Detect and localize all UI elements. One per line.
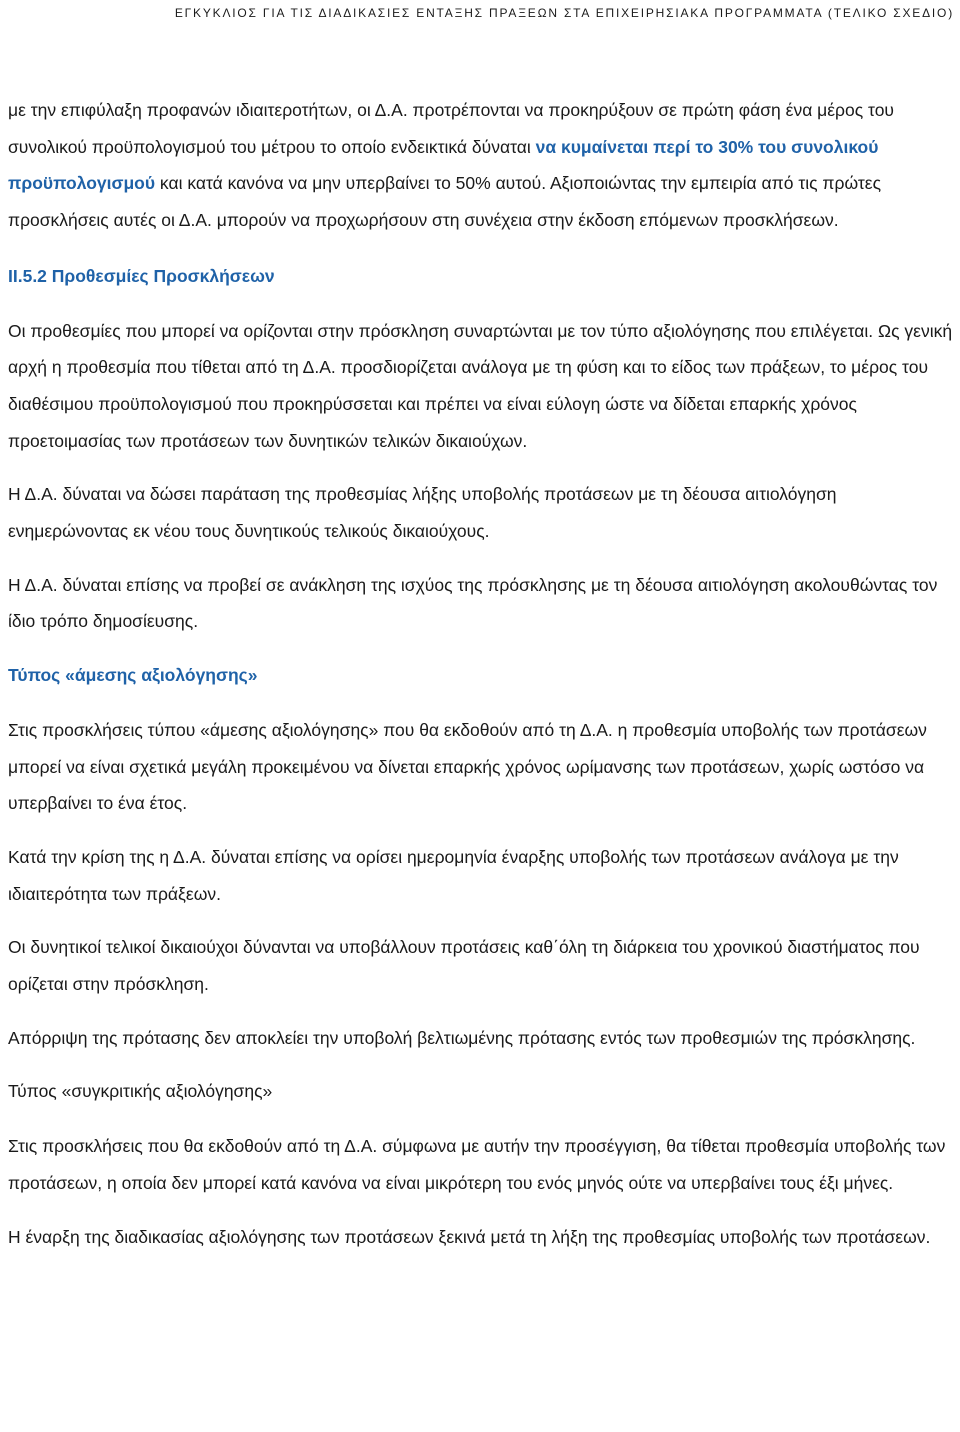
subheading-comparative-evaluation: Τύπος «συγκριτικής αξιολόγησης» [8,1081,273,1102]
document-body [8,92,954,1255]
paragraph-start-date: Κατά την κρίση της η Δ.Α. δύναται επίσης να ορίσει ημερομηνία έναρξης υποβολής των προτάσεων ανάλογα με την ιδιαιτερότητα των πράξεων. [8,846,899,904]
paragraph-text: με την επιφύλαξη προφανών ιδιαιτεροτήτων, οι Δ.Α. προτρέπονται να προκηρύξουν σε πρώτη φάση ένα μέρος του συνολικού προϋπολογισμού του μέτρου το οποίο ενδεικτικά δύναται [8,100,895,157]
paragraph-comparative-evaluation: Στις προσκλήσεις που θα εκδοθούν από τη Δ.Α. σύμφωνα με αυτήν την προσέγγιση, θα τίθεται προθεσμία υποβολής των προτάσεων, η οποία δεν μπορεί κατά κανόνα να είναι μικρότερη του ενός μηνός ούτε να υπερβαίνει τους έξι μήνες. [8,1136,946,1193]
section-heading: ΙΙ.5.2 Προθεσμίες Προσκλήσεων [8,265,275,286]
paragraph-budget [8,92,954,239]
highlighted-text: να κυμαίνεται περί το 30% του συνολικού προϋπολογισμού [8,136,879,194]
paragraph-evaluation-start: Η έναρξη της διαδικασίας αξιολόγησης των προτάσεων ξεκινά μετά τη λήξη της προθεσμίας υποβολής των προτάσεων. [8,1226,931,1247]
paragraph-revocation: Η Δ.Α. δύναται επίσης να προβεί σε ανάκληση της ισχύος της πρόσκλησης με τη δέουσα αιτιολόγηση ακολουθώντας τον ίδιο τρόπο δημοσίευσης. [8,574,938,632]
paragraph-rejection: Απόρριψη της πρότασης δεν αποκλείει την υποβολή βελτιωμένης πρότασης εντός των προθεσμιών της πρόσκλησης. [8,1027,916,1048]
paragraph-direct-evaluation: Στις προσκλήσεις τύπου «άμεσης αξιολόγησης» που θα εκδοθούν από τη Δ.Α. η προθεσμία υποβολής των προτάσεων μπορεί να είναι σχετικά μεγάλη προκειμένου να δίνεται επαρκής χρόνος ωρίμανσης των προτάσεων, χωρίς ωστόσο να υπερβαίνει το ένα έτος. [8,719,927,814]
subheading-direct-evaluation: Τύπος «άμεσης αξιολόγησης» [8,665,258,686]
paragraph-deadlines: Οι προθεσμίες που μπορεί να ορίζονται στην πρόσκληση συναρτώνται με τον τύπο αξιολόγησης που επιλέγεται. Ως γενική αρχή η προθεσμία που τίθεται από τη Δ.Α. προσδιορίζεται ανάλογα με τη φύση και το είδος των πράξεων, το μέρος του διαθέσιμου προϋπολογισμού που προκηρύσσεται και πρέπει να είναι εύλογη ώστε να δίδεται επαρκής χρόνος προετοιμασίας των προτάσεων των δυνητικών τελικών δικαιούχων. [8,320,953,451]
paragraph-submission-period: Οι δυνητικοί τελικοί δικαιούχοι δύνανται να υποβάλλουν προτάσεις καθ΄όλη τη διάρκεια του χρονικού διαστήματος που ορίζεται στην πρόσκληση. [8,937,920,995]
running-header: ΕΓΚΥΚΛΙΟΣ ΓΙΑ ΤΙΣ ΔΙΑΔΙΚΑΣΙΕΣ ΕΝΤΑΞΗΣ ΠΡΑΞΕΩΝ ΣΤΑ ΕΠΙΧΕΙΡΗΣΙΑΚΑ ΠΡΟΓΡΑΜΜΑΤΑ (ΤΕΛΙΚΟ ΣΧΕΔΙΟ) [174,6,954,20]
paragraph-extension: Η Δ.Α. δύναται να δώσει παράταση της προθεσμίας λήξης υποβολής προτάσεων με τη δέουσα αιτιολόγηση ενημερώνοντας εκ νέου τους δυνητικούς τελικούς δικαιούχους. [8,484,837,542]
paragraph-text: και κατά κανόνα να μην υπερβαίνει το 50% αυτού. Αξιοποιώντας την εμπειρία από τις πρώτες προσκλήσεις αυτές οι Δ.Α. μπορούν να προχωρήσουν στη συνέχεια στην έκδοση επόμενων προσκλήσεων. [8,173,882,231]
